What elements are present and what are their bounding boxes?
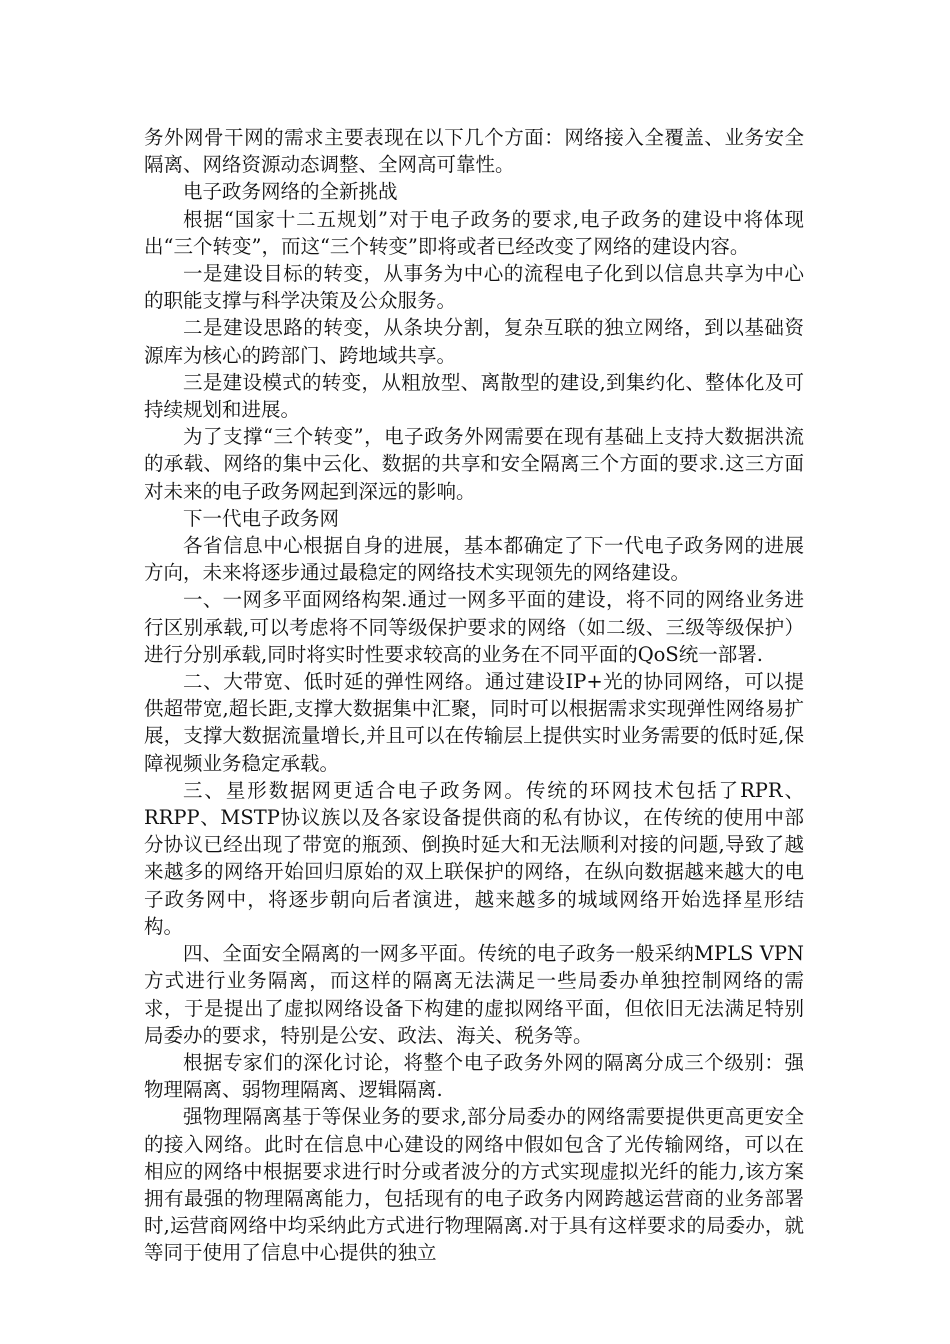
paragraph: 四、全面安全隔离的一网多平面。传统的电子政务一般采纳MPLS VPN方式进行业务隔离，而这样的隔离无法满足一些局委办单独控制网络的需求，于是提出了虚拟网络设备下构建的虚拟网络平面，但依旧无法满足特别局委办的要求，特别是公安、政法、海关、税务等。 [144, 942, 804, 1047]
section-heading-new-challenges: 电子政务网络的全新挑战 [183, 180, 398, 204]
paragraph: 三、星形数据网更适合电子政务网。传统的环网技术包括了RPR、RRPP、MSTP协议族以及各家设备提供商的私有协议，在传统的使用中部分协议已经出现了带宽的瓶颈、倒换时延大和无法顺利对接的问题,导致了越来越多的网络开始回归原始的双上联保护的网络，在纵向数据越来越大的电子政务网中，将逐步朝向后者演进，越来越多的城域网络开始选择星形结构。 [144, 778, 804, 938]
section-heading-next-gen-network: 下一代电子政务网 [183, 506, 340, 530]
paragraph: 三是建设模式的转变，从粗放型、离散型的建设,到集约化、整体化及可持续规划和进展。 [144, 370, 804, 422]
paragraph-continuation: 务外网骨干网的需求主要表现在以下几个方面：网络接入全覆盖、业务安全隔离、网络资源动态调整、全网高可靠性。 [144, 126, 804, 177]
paragraph: 强物理隔离基于等保业务的要求,部分局委办的网络需要提供更高更安全的接入网络。此时在信息中心建设的网络中假如包含了光传输网络，可以在相应的网络中根据要求进行时分或者波分的方式实现虚拟光纤的能力,该方案拥有最强的物理隔离能力，包括现有的电子政务内网跨越运营商的业务部署时,运营商网络中均采纳此方式进行物理隔离.对于具有这样要求的局委办，就等同于使用了信息中心提供的独立 [144, 1105, 804, 1265]
paragraph: 一、一网多平面网络构架.通过一网多平面的建设，将不同的网络业务进行区别承载,可以考虑将不同等级保护要求的网络（如二级、三级等级保护）进行分别承载,同时将实时性要求较高的业务在不同平面的QoS统一部署. [144, 588, 804, 666]
paragraph: 各省信息中心根据自身的进展，基本都确定了下一代电子政务网的进展方向，未来将逐步通过最稳定的网络技术实现领先的网络建设。 [144, 534, 804, 585]
paragraph: 二是建设思路的转变，从条块分割，复杂互联的独立网络，到以基础资源库为核心的跨部门、跨地域共享。 [144, 316, 804, 367]
paragraph: 为了支撑“三个转变”，电子政务外网需要在现有基础上支持大数据洪流的承载、网络的集中云化、数据的共享和安全隔离三个方面的要求.这三方面对未来的电子政务网起到深远的影响。 [144, 425, 804, 503]
paragraph: 一是建设目标的转变，从事务为中心的流程电子化到以信息共享为中心的职能支撑与科学决策及公众服务。 [144, 262, 804, 313]
document-body [144, 124, 804, 1267]
paragraph: 二、大带宽、低时延的弹性网络。通过建设IP+光的协同网络，可以提供超带宽,超长距,支撑大数据集中汇聚，同时可以根据需求实现弹性网络易扩展，支撑大数据流量增长,并且可以在传输层上提供实时业务需要的低时延,保障视频业务稳定承载。 [144, 670, 804, 775]
paragraph: 根据“国家十二五规划”对于电子政务的要求,电子政务的建设中将体现出“三个转变”，而这“三个转变”即将或者已经改变了网络的建设内容。 [144, 207, 804, 258]
paragraph: 根据专家们的深化讨论，将整个电子政务外网的隔离分成三个级别：强物理隔离、弱物理隔离、逻辑隔离. [144, 1050, 804, 1102]
